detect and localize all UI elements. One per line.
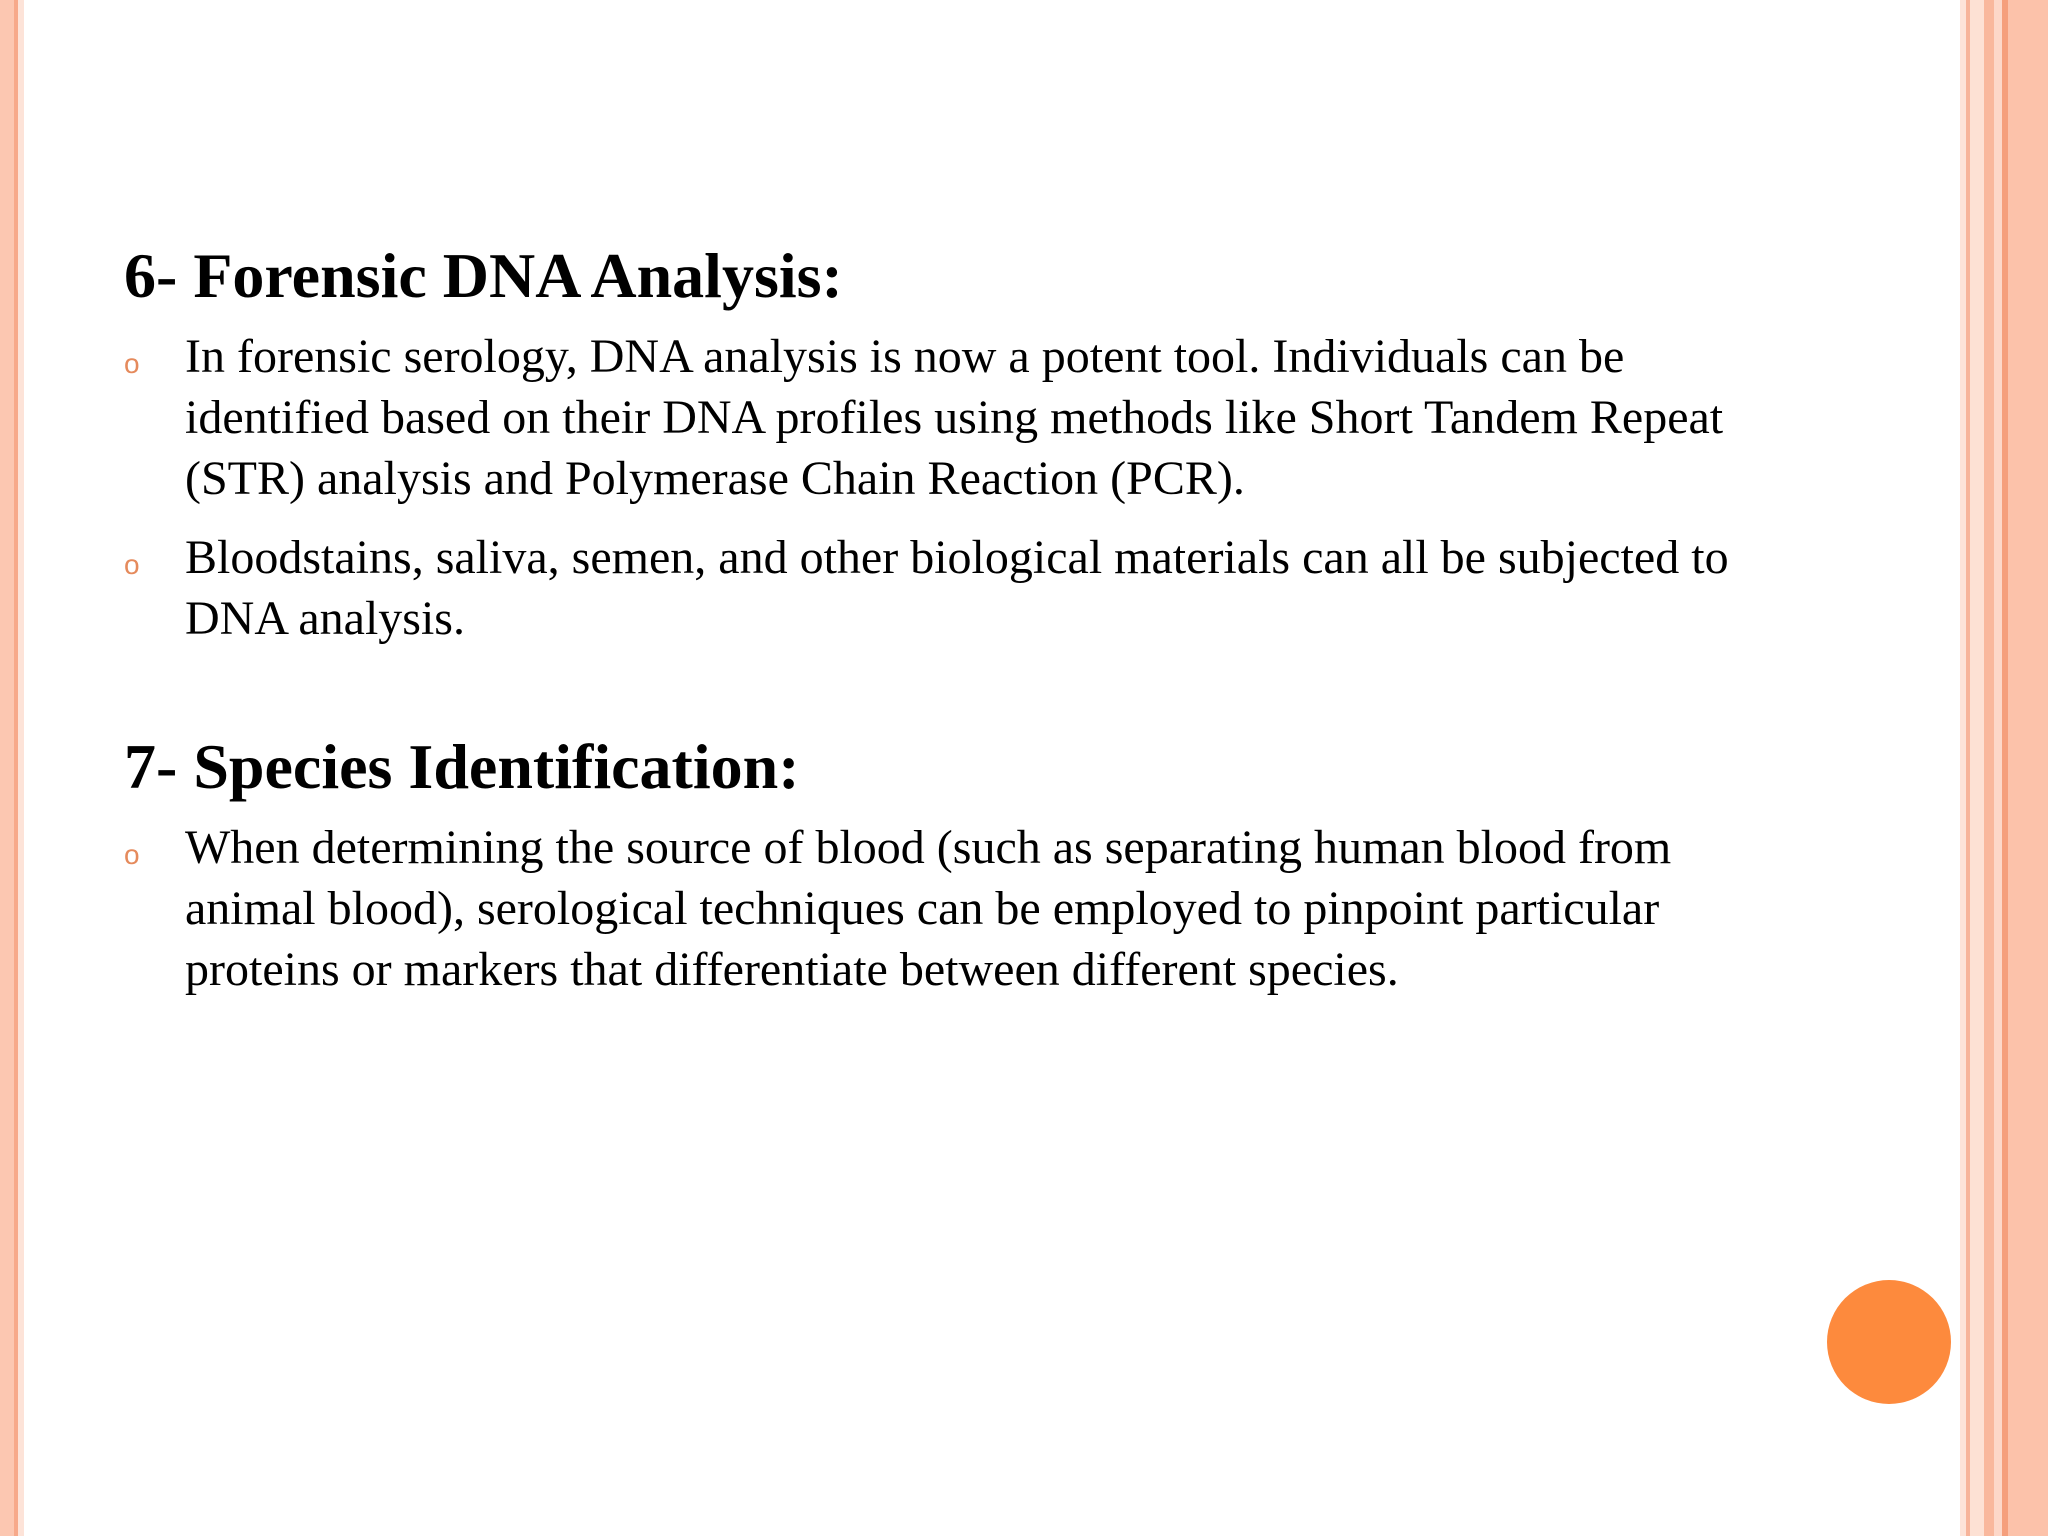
- bullet-list-species-identification: [124, 817, 1804, 1000]
- section-heading-dna-analysis: 6- Forensic DNA Analysis:: [124, 240, 843, 311]
- left-border-inner-stripe: [18, 0, 24, 1536]
- left-border-stripe: [0, 0, 14, 1536]
- bullet-text: When determining the source of blood (such as separating human blood from animal blood), serological techniques can be employed to pinpoint particular proteins or markers that differentiate between different species.: [185, 821, 1672, 996]
- bullet-item: [124, 817, 1804, 1000]
- bullet-item: [124, 326, 1804, 509]
- right-border-stripe-3: [1994, 0, 2002, 1536]
- right-border-outer-stripe: [2008, 0, 2048, 1536]
- section-heading-species-identification: 7- Species Identification:: [124, 731, 800, 802]
- slide-content: [124, 236, 1804, 1018]
- accent-circle: [1827, 1280, 1951, 1404]
- bullet-circle-icon: o: [124, 549, 140, 580]
- right-border-stripe: [1970, 0, 1984, 1536]
- bullet-list-dna-analysis: [124, 326, 1804, 649]
- bullet-circle-icon: o: [124, 839, 140, 870]
- bullet-text: Bloodstains, saliva, semen, and other biological materials can all be subjected to DNA analysis.: [185, 531, 1729, 645]
- right-border-stripe-2: [1984, 0, 1994, 1536]
- bullet-text: In forensic serology, DNA analysis is now a potent tool. Individuals can be identified based on their DNA profiles using methods like Short Tandem Repeat (STR) analysis and Polymerase Chain Reaction (PCR).: [185, 330, 1724, 505]
- bullet-circle-icon: o: [124, 348, 140, 379]
- bullet-item: [124, 527, 1804, 649]
